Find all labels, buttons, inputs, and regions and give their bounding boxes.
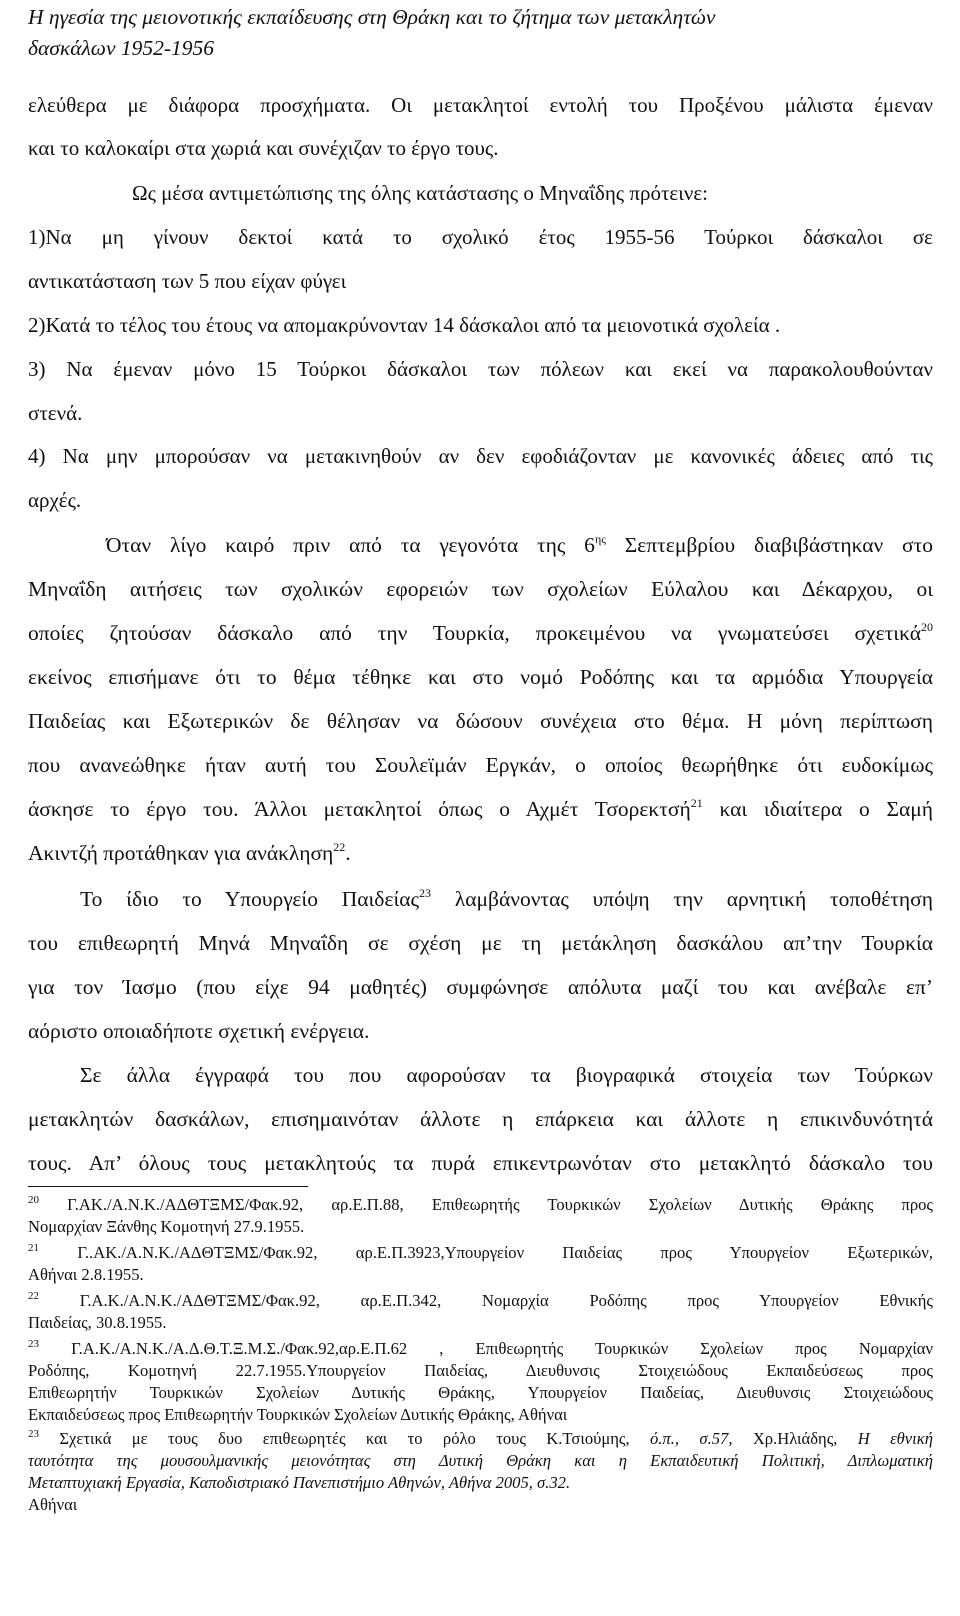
footnote-number: 22	[28, 1290, 39, 1302]
footnote-separator	[28, 1186, 308, 1187]
body-line: αντικατάσταση των 5 που είχαν φύγει	[28, 269, 347, 293]
header-line-1: Η ηγεσία της μειονοτικής εκπαίδευσης στη Θράκη και το ζήτημα των μετακλητών	[28, 5, 716, 29]
footnote-23	[28, 1338, 933, 1360]
text-run: Σεπτεμβρίου διαβιβάστηκαν στο	[605, 533, 933, 557]
footnote-line: Αθήναι 2.8.1955.	[28, 1265, 144, 1284]
text-run: Χρ.Ηλιάδης,	[732, 1429, 858, 1448]
body-line: του επιθεωρητή Μηνά Μηναΐδη σε σχέση με τη μετάκληση δασκάλου απ’την Τουρκία	[28, 931, 933, 955]
body-line	[28, 796, 933, 822]
body-line: μετακλητών δασκάλων, επισημαινόταν άλλοτε η επάρκεια και άλλοτε η επικινδυνότητά	[28, 1107, 933, 1131]
text-run: Γ.Α.Κ./Α.Ν.Κ./Α.Δ.Θ.Τ.Ξ.Μ.Σ./Φακ.92,αρ.Ε.Π.62 , Επιθεωρητής Τουρκικών Σχολείων προς Νομαρχίαν	[39, 1339, 933, 1358]
footnote-number: 20	[28, 1194, 39, 1206]
body-line: που ανανεώθηκε ήταν αυτή του Σουλεϊμάν Εργκάν, ο οποίος θεωρήθηκε ότι ευδοκίμως	[28, 753, 933, 777]
body-line: ελεύθερα με διάφορα προσχήματα. Οι μετακλητοί εντολή του Προξένου μάλιστα έμεναν	[28, 93, 933, 117]
text-run: Γ..ΑΚ./Α.Ν.Κ./ΑΔΘΤΞΜΣ/Φακ.92, αρ.Ε.Π.3923,Υπουργείον Παιδείας προς Υπουργείον Εξωτερικών,	[39, 1243, 933, 1262]
body-line: 4) Να μην μπορούσαν να μετακινηθούν αν δεν εφοδιάζονταν με κανονικές άδειες από τις	[28, 444, 933, 468]
body-line: Μηναΐδη αιτήσεις των σχολικών εφορειών των σχολείων Εύλαλου και Δέκαρχου, οι	[28, 577, 933, 601]
text-run: Ακιντζή προτάθηκαν για ανάκληση	[28, 841, 334, 865]
footnote-ref-23: 23	[419, 886, 432, 900]
body-line: Σε άλλα έγγραφά του που αφορούσαν τα βιογραφικά στοιχεία των Τούρκων	[80, 1063, 933, 1087]
footnote-line: Μεταπτυχιακή Εργασία, Καποδιστριακό Πανεπιστήμιο Αθηνών, Αθήνα 2005, σ.32.	[28, 1473, 571, 1492]
footnote-ref-20: 20	[921, 620, 933, 634]
footnote-20	[28, 1194, 933, 1216]
footnote-number: 23	[28, 1338, 39, 1350]
footnote-line: Παιδείας, 30.8.1955.	[28, 1313, 167, 1332]
superscript: ης	[594, 532, 606, 546]
footnote-number: 23	[28, 1428, 39, 1440]
text-run-italic: Η εθνική	[857, 1429, 933, 1448]
body-line: Ως μέσα αντιμετώπισης της όλης κατάστασης ο Μηναΐδης πρότεινε:	[132, 181, 709, 205]
body-line: τους. Απ’ όλους τους μετακλητούς τα πυρά επικεντρωνόταν στο μετακλητό δάσκαλο του	[28, 1151, 933, 1175]
header-line-2: δασκάλων 1952-1956	[28, 36, 215, 60]
body-line: για τον Ίασμο (που είχε 94 μαθητές) συμφώνησε απόλυτα μαζί του και ανέβαλε επ’	[28, 975, 933, 999]
text-run: .	[345, 841, 351, 865]
footnote-number: 21	[28, 1242, 39, 1254]
body-line	[106, 532, 933, 558]
text-run-italic: ό.π., σ.57,	[649, 1429, 733, 1448]
text-run: λαμβάνοντας υπόψη την αρνητική τοποθέτηση	[431, 887, 933, 911]
footnote-22	[28, 1290, 933, 1312]
footnote-line: Ροδόπης, Κομοτηνή 22.7.1955.Υπουργείον Παιδείας, Διευθυνσις Στοιχειώδους Εκπαιδεύσεως προς	[28, 1361, 933, 1380]
text-run: οποίες ζητούσαν δάσκαλο από την Τουρκία, προκειμένου να γνωματεύσει σχετικά	[28, 621, 921, 645]
text-run: άσκησε το έργο του. Άλλοι μετακλητοί όπως ο Αχμέτ Τσορεκτσή	[28, 797, 691, 821]
body-line: 1)Να μη γίνουν δεκτοί κατά το σχολικό έτος 1955-56 Τούρκοι δάσκαλοι σε	[28, 225, 933, 249]
footnote-line: Εκπαιδεύσεως προς Επιθεωρητήν Τουρκικών Σχολείων Δυτικής Θράκης, Αθήναι	[28, 1405, 568, 1424]
footnote-ref-21: 21	[690, 796, 703, 810]
footnote-line: Αθήναι	[28, 1495, 78, 1514]
text-run: Το ίδιο το Υπουργείο Παιδείας	[80, 887, 420, 911]
body-line	[28, 620, 933, 646]
body-line: 3) Να έμεναν μόνο 15 Τούρκοι δάσκαλοι των πόλεων και εκεί να παρακολουθούνταν	[28, 357, 933, 381]
footnote-line: ταυτότητα της μουσουλμανικής μειονότητας στη Δυτική Θράκη και η Εκπαιδευτική Πολιτική, Διπλωματική	[28, 1451, 933, 1470]
body-line	[80, 886, 933, 912]
body-line: 2)Κατά το τέλος του έτους να απομακρύνονταν 14 δάσκαλοι από τα μειονοτικά σχολεία .	[28, 313, 781, 337]
body-line: στενά.	[28, 401, 83, 425]
text-run: Γ.ΑΚ./Α.Ν.Κ./ΑΔΘΤΞΜΣ/Φακ.92, αρ.Ε.Π.88, Επιθεωρητής Τουρκικών Σχολείων Δυτικής Θράκης προς	[39, 1195, 933, 1214]
body-line: Παιδείας και Εξωτερικών δε θέλησαν να δώσουν συνέχεια στο θέμα. Η μόνη περίπτωση	[28, 709, 933, 733]
body-line: εκείνος επισήμανε ότι το θέμα τέθηκε και στο νομό Ροδόπης και τα αρμόδια Υπουργεία	[28, 665, 933, 689]
body-line: αρχές.	[28, 488, 82, 512]
body-line: και το καλοκαίρι στα χωριά και συνέχιζαν το έργο τους.	[28, 136, 499, 160]
body-line: αόριστο οποιαδήποτε σχετική ενέργεια.	[28, 1019, 370, 1043]
body-line	[28, 840, 933, 866]
text-run: Σχετικά με τους δυο επιθεωρητές και το ρόλο τους Κ.Τσιούμης,	[39, 1429, 650, 1448]
text-run: και ιδιαίτερα ο Σαμή	[702, 797, 933, 821]
text-run: Γ.Α.Κ./Α.Ν.Κ./ΑΔΘΤΞΜΣ/Φακ.92, αρ.Ε.Π.342, Νομαρχία Ροδόπης προς Υπουργείον Εθνικής	[39, 1291, 933, 1310]
footnote-23b	[28, 1428, 933, 1450]
text-run: Όταν λίγο καιρό πριν από τα γεγονότα της 6	[106, 533, 595, 557]
running-header	[28, 2, 933, 64]
footnote-ref-22: 22	[333, 840, 346, 854]
footnote-line: Επιθεωρητήν Τουρκικών Σχολείων Δυτικής Θράκης, Υπουργείον Παιδείας, Διευθυνσις Στοιχειώδους	[28, 1383, 933, 1402]
footnote-21	[28, 1242, 933, 1264]
footnote-line: Νομαρχίαν Ξάνθης Κομοτηνή 27.9.1955.	[28, 1217, 305, 1236]
